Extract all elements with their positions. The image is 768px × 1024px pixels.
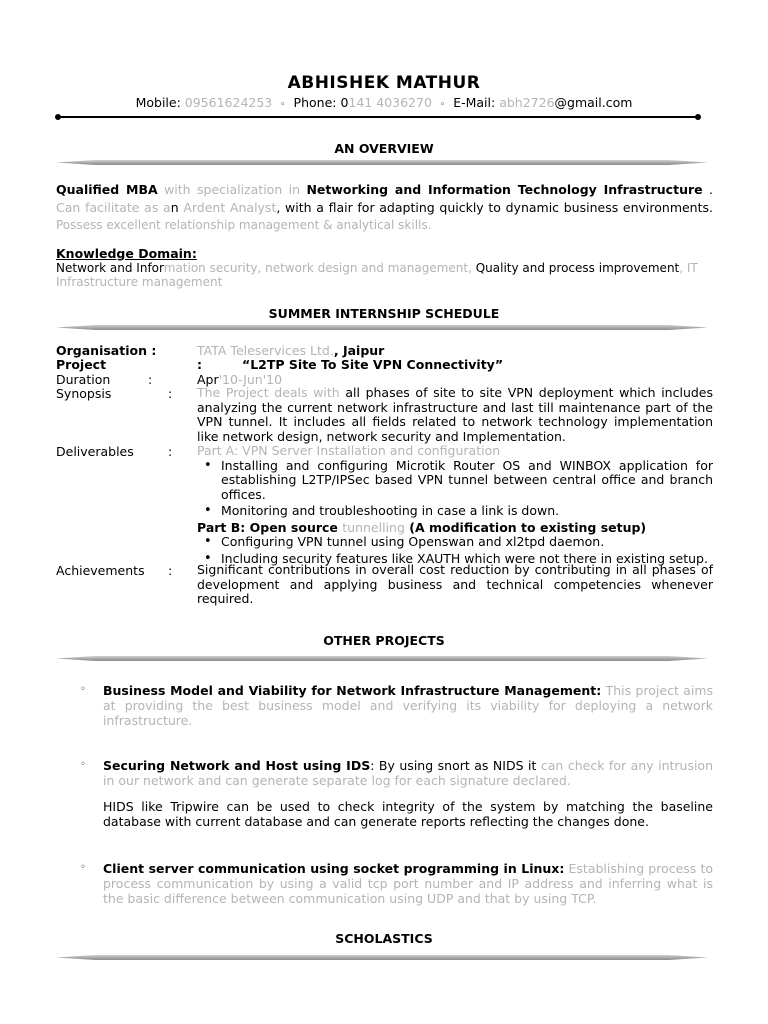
project-item: Client server communication using socket programming in Linux: Establishing process to process communication by using a valid tcp port number and IP address and inferring what is the basic difference between communication using UDP and that by using TCP.	[103, 861, 713, 906]
achievements-label: Achievements	[56, 563, 145, 578]
email-label: E-Mail:	[453, 95, 500, 110]
mobile-label: Mobile:	[135, 95, 185, 110]
project-item: Business Model and Viability for Network Infrastructure Management: This project aims at providing the best business model and verifying its viability for deploying a network infrastructure.	[103, 683, 714, 728]
bullet-icon: ◦	[80, 862, 86, 873]
contact-line	[0, 95, 768, 110]
phone-label: Phone: 0	[293, 95, 349, 110]
list-item: • Including security features like XAUTH which were not there in existing setup.	[221, 552, 713, 567]
project-title: Securing Network and Host using IDS	[103, 758, 371, 773]
list-item: • Monitoring and troubleshooting in case a link is down.	[221, 504, 713, 519]
knowledge-domain: Knowledge Domain: Network and Information security, network design and management, Quality and process improvement, IT Infrastructure management	[56, 246, 713, 289]
part-a-title: Part A: VPN Server Installation and configuration	[197, 443, 501, 458]
section-divider	[56, 160, 708, 165]
section-divider	[56, 656, 708, 661]
synopsis-label: Synopsis	[56, 386, 112, 401]
email-domain: @gmail.com	[554, 95, 633, 110]
overview-qualification: Qualified MBA	[56, 182, 158, 197]
organisation-label: Organisation :	[56, 343, 157, 358]
bullet-icon: ◦	[80, 684, 86, 695]
separator-icon: ◦	[439, 100, 446, 110]
bullet-icon: ◦	[80, 759, 86, 770]
duration-label: Duration	[56, 372, 111, 387]
achievements-text: Significant contributions in overall cost reduction by contributing in all phases of development and applying business and technical competencies whenever required.	[197, 562, 713, 606]
section-title-scholastics: SCHOLASTICS	[335, 931, 433, 946]
mobile-value: 09561624253	[184, 95, 273, 110]
deliverables-label: Deliverables	[56, 444, 134, 459]
resume-name: ABHISHEK MATHUR	[287, 73, 481, 93]
project-value: “L2TP Site To Site VPN Connectivity”	[242, 357, 504, 372]
part-b-title: Part B: Open source tunnelling (A modification to existing setup)	[197, 519, 647, 535]
project-label: Project	[56, 357, 107, 372]
list-item: • Installing and configuring Microtik Router OS and WINBOX application for establishing L2TP/IPSec based VPN tunnel between central office and branch offices.	[221, 459, 713, 503]
section-divider	[56, 325, 708, 330]
separator-icon: ◦	[280, 100, 286, 110]
section-title-overview: AN OVERVIEW	[334, 141, 434, 156]
section-title-internship: SUMMER INTERNSHIP SCHEDULE	[268, 306, 500, 321]
project-detail: HIDS like Tripwire can be used to check integrity of the system by matching the baseline database with current database and can generate reports reflecting the changes done.	[103, 799, 713, 829]
email-user: abh2726	[499, 95, 555, 110]
header-divider	[58, 116, 698, 118]
duration-value: Apr'10-Jun'10	[197, 372, 283, 387]
project-title: Client server communication using socket programming in Linux:	[103, 861, 565, 876]
overview-specialization: Networking and Information Technology Infrastructure	[306, 182, 703, 197]
synopsis-text: The Project deals with all phases of site to site VPN deployment which includes analyzing the current network infrastructure and last till maintenance part of the VPN tunnel. It includes all fields related to network technology implementation like network design, network security and Implementation.	[197, 385, 713, 444]
knowledge-domain-title: Knowledge Domain:	[56, 246, 197, 261]
phone-value: 141 4036270	[348, 95, 432, 110]
overview-paragraph: Qualified MBA with specialization in Networking and Information Technology Infrastructure . Can facilitate as an Ardent Analyst, with a flair for adapting quickly to dynamic business environments. Possess excellent relationship management & analytical skills.	[56, 182, 713, 232]
list-item: • Configuring VPN tunnel using Openswan and xl2tpd daemon.	[221, 535, 713, 550]
deliverables-block	[197, 444, 713, 568]
section-divider	[56, 955, 708, 960]
project-title: Business Model and Viability for Network Infrastructure Management:	[103, 683, 602, 698]
organisation-value: TATA Teleservices Ltd., Jaipur	[197, 343, 385, 358]
section-title-other-projects: OTHER PROJECTS	[323, 633, 445, 648]
project-item: Securing Network and Host using IDS: By using snort as NIDS it can check for any intrusion in our network and can generate separate log for each signature declared. HIDS like Tripwire can be used to check integrity of the system by matching the baseline database with current database and can generate reports reflecting the changes done.	[103, 758, 714, 829]
